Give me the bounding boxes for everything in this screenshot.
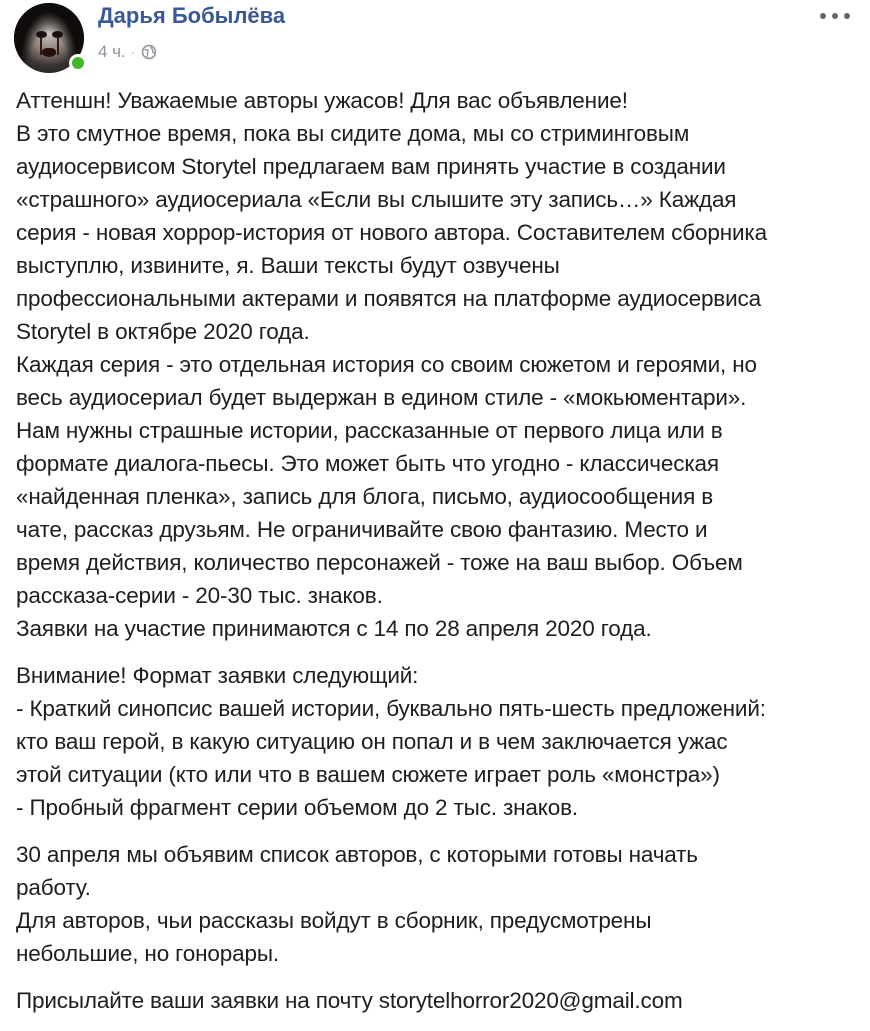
text-line: «страшного» аудиосериала «Если вы слышите эту запись…» Каждая (16, 187, 737, 212)
text-line: Нам нужны страшные истории, рассказанные от первого лица или в (16, 418, 723, 443)
text-line: - Пробный фрагмент серии объемом до 2 тыс. знаков. (16, 795, 579, 820)
text-line: чате, рассказ друзьям. Не ограничивайте свою фантазию. Место и (16, 517, 708, 542)
text-line: 30 апреля мы объявим список авторов, с которыми готовы начать (16, 842, 698, 867)
post-meta (98, 42, 157, 62)
text-line: Аттеншн! Уважаемые авторы ужасов! Для вас объявление! (16, 88, 628, 113)
post-paragraph-4 (16, 984, 861, 1017)
text-line: аудиосервисом Storytel предлагаем вам принять участие в создании (16, 154, 726, 179)
text-line: выступлю, извините, я. Ваши тексты будут озвучены (16, 253, 560, 278)
post-body (16, 84, 861, 1031)
text-line: Для авторов, чьи рассказы войдут в сборник, предусмотрены (16, 908, 652, 933)
post-paragraph-1 (16, 84, 861, 645)
text-line: весь аудиосериал будет выдержан в едином стиле - «мокьюментари». (16, 385, 747, 410)
text-line: Заявки на участие принимаются с 14 по 28 апреля 2020 года. (16, 616, 652, 641)
text-line: Storytel в октябре 2020 года. (16, 319, 310, 344)
text-line: В это смутное время, пока вы сидите дома, мы со стриминговым (16, 121, 690, 146)
text-line: - Краткий синопсис вашей истории, буквально пять-шесть предложений: (16, 696, 766, 721)
text-line: Каждая серия - это отдельная история со своим сюжетом и героями, но (16, 352, 757, 377)
author-name-link[interactable]: Дарья Бобылёва (98, 3, 286, 28)
text-line: время действия, количество персонажей - тоже на ваш выбор. Объем (16, 550, 743, 575)
text-line: серия - новая хоррор-история от нового автора. Составителем сборника (16, 220, 767, 245)
text-line: Внимание! Формат заявки следующий: (16, 663, 419, 688)
text-line: небольшие, но гонорары. (16, 941, 279, 966)
more-options-icon[interactable] (820, 12, 850, 20)
text-line: этой ситуации (кто или что в вашем сюжете играет роль «монстра») (16, 762, 720, 787)
text-line: работу. (16, 875, 91, 900)
post-paragraph-3 (16, 838, 861, 970)
avatar[interactable] (14, 3, 84, 73)
post-header (14, 0, 870, 74)
meta-separator: · (130, 45, 135, 59)
text-line: Присылайте ваши заявки на почту storytelhorror2020@gmail.com (16, 988, 683, 1013)
text-line: рассказа-серии - 20-30 тыс. знаков. (16, 583, 383, 608)
post-paragraph-2 (16, 659, 861, 824)
text-line: профессиональными актерами и появятся на платформе аудиосервиса (16, 286, 761, 311)
text-line: кто ваш герой, в какую ситуацию он попал и в чем заключается ужас (16, 729, 728, 754)
globe-icon[interactable] (141, 44, 157, 60)
text-line: «найденная пленка», запись для блога, письмо, аудиосообщения в (16, 484, 714, 509)
online-status-icon (69, 54, 87, 72)
post-timestamp[interactable]: 4 ч. (98, 42, 126, 61)
text-line: формате диалога-пьесы. Это может быть что угодно - классическая (16, 451, 719, 476)
